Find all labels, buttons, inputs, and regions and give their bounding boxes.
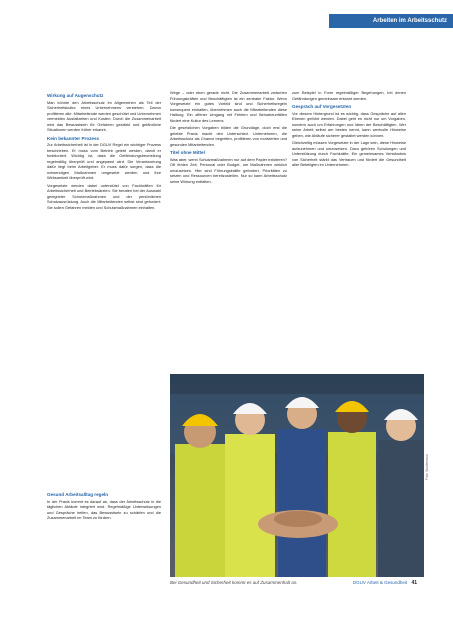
paragraph: Vor diesem Hintergrund ist es wichtig, dass Gespräche auf allen Ebenen geführt werden. Dabei geht es nicht nur um Vorgaben, sondern auch um Erfahrungen und Ideen der Beschäftigten. Wer seine Arbeit selbst am besten kennt, kann wertvolle Hinweise geben, wie Abläufe sicherer gestaltet werden können.	[292, 110, 406, 138]
paragraph: Die gesetzlichen Vorgaben bilden die Grundlage, doch erst die gelebte Praxis macht den Unterschied. Unternehmen, die Arbeitsschutz als Chance begreifen, profitieren von motivierten und gesunden Mitarbeitenden.	[170, 125, 287, 147]
photo-credit: Foto: Shutterstock	[425, 454, 429, 480]
page-number: 41	[411, 580, 417, 586]
paragraph: Gleichzeitig müssen Vorgesetzte in der Lage sein, diese Hinweise aufzunehmen und umzusetzen. Dazu gehören Schulungen und Unterstützung durch Fachkräfte. Ein gemeinsames Verständnis von Sicherheit stärkt das Vertrauen und fördert die Gesundheit aller Beteiligten im Unternehmen.	[292, 140, 406, 167]
paragraph: In der Praxis kommt es darauf an, dass der Arbeitsschutz in die täglichen Abläufe integriert wird. Regelmäßige Unterweisungen und Gespräche helfen, das Bewusstsein zu schärfen und die Zusammenarbeit im Team zu fördern.	[47, 498, 161, 520]
photo-caption: Bei Gesundheit und Sicherheit kommt es auf Zusammenhalt an.	[170, 580, 298, 585]
heading: Gespräch auf Vorgesetzten	[292, 104, 352, 109]
text-column-2	[170, 90, 287, 186]
section-tag: Arbeiten im Arbeitsschutz	[329, 14, 453, 28]
heading: Titel ohne Mittel	[170, 150, 205, 155]
text-column-1-bottom	[47, 489, 161, 523]
paragraph: Man könnte den Arbeitsschutz im Allgemeinen als Teil der Sicherheitskultur eines Unternehmens verstehen. Davon profitieren alle: Mitarbeitende werden geschützt und Unternehmen vermeiden Ausfallzeiten und Kosten. Durch die Zusammenarbeit wird das Bewusstsein für Gefahren gestärkt und gefährliche Situationen werden früher erkannt.	[47, 99, 161, 132]
paragraph: Wege – oder eben gerade nicht. Die Zusammenarbeit zwischen Führungskräften und Beschäftigten ist ein zentraler Faktor. Wenn Vorgesetzte ein gutes Vorbild sind und Sicherheitsregeln konsequent einhalten, übernehmen auch die Mitarbeitenden diese Haltung. Ein offener Umgang mit Fehlern und Beinaheunfällen fördert eine Kultur des Lernens.	[170, 90, 287, 123]
paragraph: Was aber, wenn Schutzmaßnahmen nur auf dem Papier existieren? Oft fehlen Zeit, Personal oder Budget, um Maßnahmen wirklich umzusetzen. Hier sind Führungskräfte gefordert, Prioritäten zu setzen und Ressourcen bereitzustellen. Nur so kann Arbeitsschutz seine Wirkung entfalten.	[170, 156, 287, 184]
workers-teamwork-photo	[170, 374, 424, 577]
magazine-name: DGUV Arbeit & Gesundheit	[352, 580, 408, 585]
page-footer	[353, 580, 417, 586]
text-column-1	[47, 90, 161, 212]
paragraph: Zur Arbeitssicherheit ist in der DGUV Regel ein wichtiger Prozess beschrieben. Er muss vom Betrieb gelebt werden, damit er funktioniert. Wichtig ist, dass die Gefährdungsbeurteilung regelmäßig überprüft und angepasst wird. Die Verantwortung dafür liegt beim Arbeitgeber. Er muss dafür sorgen, dass die notwendigen Maßnahmen umgesetzt werden und ihre Wirksamkeit überprüft wird.	[47, 142, 161, 180]
paragraph: Vorgesetzte werden dabei unterstützt von Fachkräften für Arbeitssicherheit und Betriebsärzten. Sie beraten bei der Auswahl geeigneter Schutzmaßnahmen und der persönlichen Schutzausrüstung. Auch die Mitarbeitenden selbst sind gefordert: Sie sollen Gefahren melden und Schutzmaßnahmen einhalten.	[47, 182, 161, 210]
heading: Gesund Arbeitsalltag regeln	[47, 492, 109, 497]
paragraph: zum Beispiel in Form regelmäßiger Begehungen, bei denen Gefährdungen gemeinsam erkannt werden.	[292, 90, 406, 101]
heading: Wirkung auf Augenschutz	[47, 93, 104, 98]
text-column-3	[292, 90, 406, 170]
heading: Kein bekannter Prozess	[47, 135, 100, 141]
